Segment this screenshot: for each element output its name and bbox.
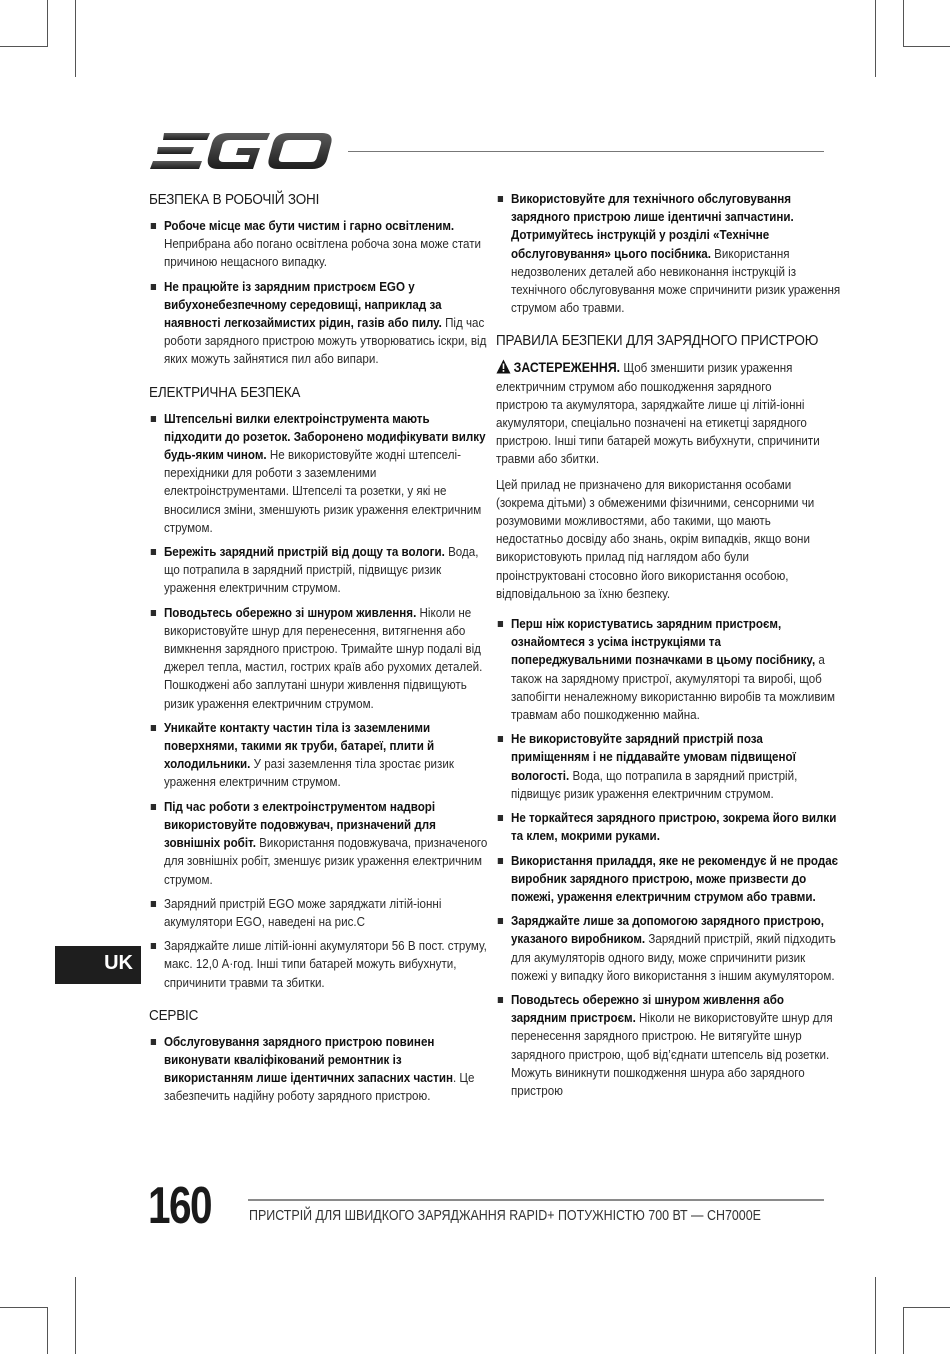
item-bold-text: Поводьтесь обережно зі шнуром живлення. [163, 604, 417, 620]
crop-mark [0, 1307, 47, 1308]
footer-rule [248, 1199, 824, 1201]
bullet-square-icon [498, 858, 503, 864]
item-text: Використання недозволених деталей або невиконання інструкцій із технічного обслуговування може спричинити ризик ураження струмом або травми. [510, 245, 841, 316]
item-bold-text: Робоче місце має бути чистим і гарно освітленим. [163, 218, 455, 233]
bullet-square-icon [151, 549, 156, 555]
item-bold-text: Використовуйте для технічного обслуговування зарядного пристрою лише ідентичні запчастини. Дотримуйтесь інструкцій у розділі «Технічне обслуговування» цього посібника. [510, 191, 794, 261]
warning-text: Щоб зменшити ризик ураження електричним струмом або пошкодження зарядного пристрою та акумулятора, заряджайте лише ці літій-іонні акумулятори, спеціально позначені на етикетці зарядного пристрою. Інші типи батарей можуть вибухнути, спричинити травми або збитки. [496, 360, 820, 467]
item-text: Зарядний пристрій EGO може заряджати літій-іонні акумулятори EGO, наведені на рис.С [163, 895, 442, 929]
header-rule [348, 151, 824, 152]
list-item [149, 1033, 490, 1106]
list-item [149, 604, 490, 713]
left-column [149, 190, 488, 1112]
footer-title: ПРИСТРІЙ ДЛЯ ШВИДКОГО ЗАРЯДЖАННЯ RAPID+ ПОТУЖНІСТЮ 700 ВТ — CH7000E [249, 1207, 761, 1224]
section-title-service: СЕРВІС [149, 1006, 199, 1024]
electrical-list [149, 410, 488, 992]
item-text: Не використовуйте жодні штепселі-перехідники для роботи з заземленими електроінструментами. Штепселі та розетки, у які не вносилися зміни, зменшують ризик ураження електричним струмом. [163, 447, 482, 535]
item-text: Заряджайте лише літій-іонні акумулятори 56 В пост. струму, макс. 12,0 А·год. Інші типи батарей можуть вибухнути, спричинити травми та збитки. [163, 938, 487, 990]
service-list [149, 1033, 475, 1106]
crop-mark [903, 1307, 904, 1354]
service-cont-list [496, 190, 841, 317]
section-title-electrical: ЕЛЕКТРИЧНА БЕЗПЕКА [149, 383, 301, 401]
warning-paragraph [496, 358, 826, 468]
language-tab [55, 946, 141, 984]
item-text: Зарядний пристрій, який підходить для акумуляторів одного виду, може спричинити ризик пожежі у випадку його використання з іншим акумулятором. [510, 931, 836, 983]
bullet-square-icon [498, 815, 503, 821]
item-bold-text: Бережіть зарядний пристрій від дощу та вологи. [163, 544, 445, 560]
item-text: . Це забезпечить надійну роботу зарядного пристрою. [163, 1070, 475, 1104]
list-item [496, 912, 841, 985]
list-item [149, 719, 490, 792]
list-item [149, 895, 490, 931]
language-tab-label: UK [104, 952, 133, 974]
list-item [496, 809, 841, 845]
bullet-square-icon [498, 997, 503, 1003]
item-bold-text: Не використовуйте зарядний пристрій поза приміщенням і не піддавайте умовам підвищеної вологості. [510, 731, 796, 783]
item-bold-text: Штепсельні вилки електроінструмента мають підходити до розеток. Заборонено модифікувати вилку будь-яким чином. [163, 410, 486, 463]
crop-mark [903, 1307, 950, 1308]
bullet-square-icon [151, 416, 156, 422]
bullet-square-icon [151, 284, 156, 290]
item-bold-text: Не торкайтеся зарядного пристрою, зокрема його вилки та клем, мокрими руками. [510, 810, 837, 844]
list-item [496, 190, 841, 317]
list-item [149, 410, 490, 537]
item-text: Ніколи не використовуйте шнур для перенесення, витягнення або вимкнення зарядного пристрою. Тримайте шнур подалі від джерел тепла, мастил, гострих країв або рухомих деталей. Пошкоджені або заплутані шнури живлення підвищують ризик ураження електричним струмом. [163, 604, 483, 711]
charger-rules-list [496, 615, 839, 1100]
crop-mark [75, 1277, 76, 1354]
warning-label: ЗАСТЕРЕЖЕННЯ. [513, 359, 621, 376]
work-area-list [149, 217, 487, 369]
bullet-square-icon [498, 918, 503, 924]
list-item [149, 937, 490, 992]
section-title-work-area: БЕЗПЕКА В РОБОЧІЙ ЗОНІ [149, 191, 320, 208]
item-text: Вода, що потрапила в зарядний пристрій, підвищує ризик ураження електричним струмом. [510, 767, 798, 801]
list-item [149, 217, 490, 272]
item-text: Неприбрана або погано освітлена робоча зона може стати причиною нещасного випадку. [163, 236, 482, 270]
bullet-square-icon [151, 901, 156, 907]
crop-mark [75, 0, 76, 77]
bullet-square-icon [151, 1039, 156, 1045]
crop-mark [875, 0, 876, 77]
list-item [149, 278, 490, 369]
right-column [496, 190, 841, 1106]
list-item [149, 543, 490, 598]
item-bold-text: Обслуговування зарядного пристрою повинен виконувати кваліфікований ремонтник із використанням лише ідентичних запасних частин [163, 1033, 453, 1086]
crop-mark [0, 46, 47, 47]
crop-mark [47, 0, 48, 47]
item-text: Використання подовжувача, призначеного для зовнішніх робіт, зменшує ризик ураження електричним струмом. [163, 835, 488, 887]
item-text: Вода, що потрапила в зарядний пристрій, підвищує ризик ураження електричним струмом. [163, 544, 479, 596]
bullet-square-icon [498, 736, 503, 742]
item-bold-text: Використання приладдя, яке не рекомендує й не продає виробник зарядного пристрою, може призвести до пожежі, ураження електричним струмом або травми. [510, 852, 839, 904]
bullet-square-icon [151, 223, 156, 229]
list-item [496, 615, 841, 724]
item-bold-text: Заряджайте лише за допомогою зарядного пристрою, указаного виробником. [510, 913, 824, 947]
item-bold-text: Не працюйте із зарядним пристроєм EGO у вибухонебезпечному середовищі, наприклад за наявності легкозаймистих рідин, газів або пилу. [163, 278, 442, 331]
bullet-square-icon [151, 610, 156, 616]
bullet-square-icon [151, 804, 156, 810]
warning-triangle-icon [496, 359, 511, 374]
bullet-square-icon [151, 943, 156, 949]
usage-paragraph: Цей прилад не призначено для використання особами (зокрема дітьми) з обмеженими фізичними, сенсорними чи розумовими можливостями, або такими, що мають недостатньо досвіду або знань, окрім випадків, якщо вони використовують прилад під наглядом або були проінструктовані стосовно його використання особою, відповідальною за їхню безпеку. [496, 476, 815, 601]
bullet-square-icon [498, 621, 503, 627]
list-item [149, 798, 490, 889]
crop-mark [875, 1277, 876, 1354]
item-text: У разі заземлення тіла зростає ризик ураження електричним струмом. [163, 756, 454, 790]
list-item [496, 991, 841, 1100]
crop-mark [47, 1307, 48, 1354]
item-text: Ніколи не використовуйте шнур для перенесення зарядного пристрою. Не витягуйте шнур зарядного пристрою, щоб від’єднати штепсель від розетки. Можуть виникнути пошкодження шнура або зарядного пристрою [510, 1010, 833, 1098]
item-bold-text: Уникайте контакту частин тіла із заземленими поверхнями, такими як труби, батареї, плити й холодильники. [163, 719, 435, 772]
crop-mark [903, 0, 904, 47]
ego-logo [150, 131, 332, 171]
item-bold-text: Під час роботи з електроінструментом надворі використовуйте подовжувач, призначений для зовнішніх робіт. [163, 798, 436, 851]
bullet-square-icon [151, 725, 156, 731]
item-text: Під час роботи зарядного пристрою можуть утворюватись іскри, від яких можуть зайнятися пил або випари. [163, 315, 487, 367]
section-title-charger-rules: ПРАВИЛА БЕЗПЕКИ ДЛЯ ЗАРЯДНОГО ПРИСТРОЮ [496, 332, 819, 350]
item-text: а також на зарядному пристрої, акумуляторі та виробі, щоб запобігти неналежному використанню виробів та можливим травмам або пошкодженню майна. [510, 652, 835, 723]
item-bold-text: Перш ніж користуватись зарядним пристроєм, ознайомтеся з усіма інструкціями та попереджувальними позначками в цьому посібнику, [510, 616, 816, 668]
crop-mark [903, 46, 950, 47]
item-bold-text: Поводьтесь обережно зі шнуром живлення або зарядним пристроєм. [510, 991, 785, 1026]
page-number: 160 [148, 1177, 211, 1235]
list-item [496, 852, 841, 907]
list-item [496, 730, 841, 803]
bullet-square-icon [498, 196, 503, 202]
